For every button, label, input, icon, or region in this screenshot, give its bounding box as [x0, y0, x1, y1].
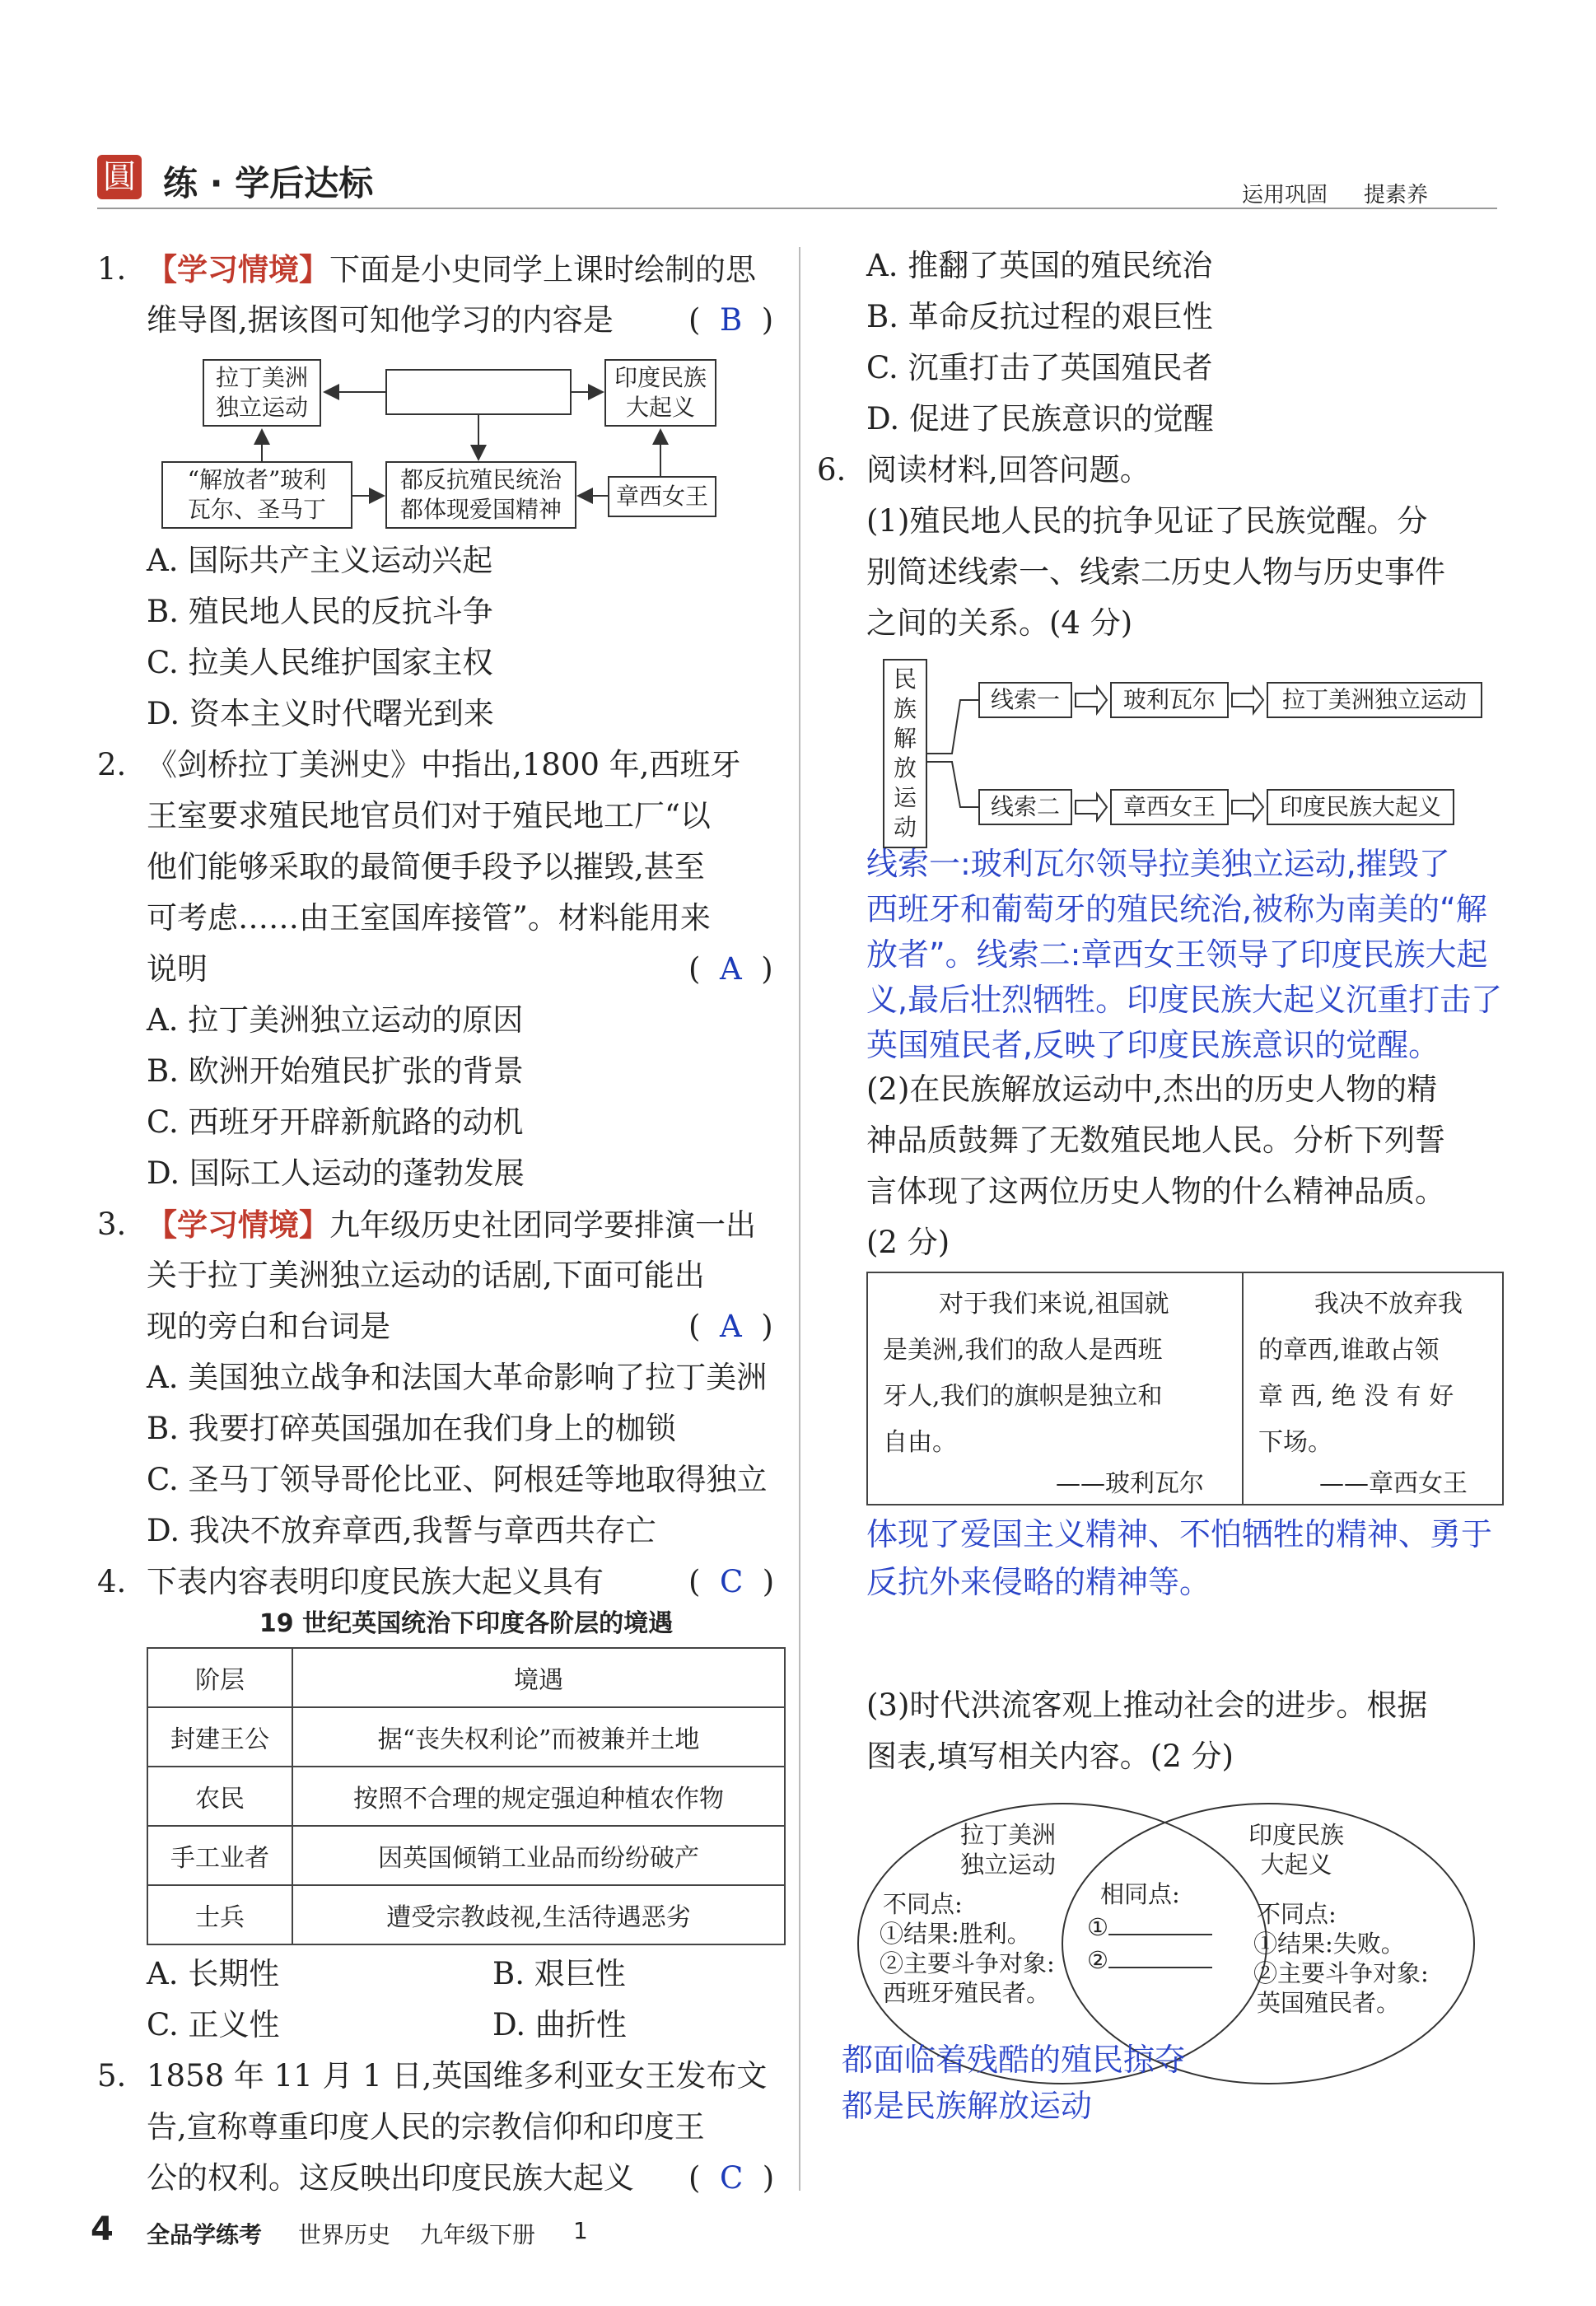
q1-stem-1: 下面是小史同学上课时绘制的思: [329, 252, 756, 287]
footer-num: 1: [573, 2217, 588, 2244]
q6-p3-line2: 图表,填写相关内容。(2 分): [866, 1739, 1234, 1774]
chart-clue1-event: 拉丁美洲独立运动: [1267, 682, 1482, 718]
q5-option-c: C. 沉重打击了英国殖民者: [866, 350, 1213, 385]
q1-tag: 【学习情境】: [147, 251, 329, 287]
q3-line2: 关于拉丁美洲独立运动的话剧,下面可能出: [147, 1258, 705, 1293]
venn-left-2: ①结果:胜利。: [880, 1920, 1031, 1948]
q3-option-b: B. 我要打碎英国强加在我们身上的枷锁: [147, 1411, 676, 1446]
q6-answer2-line1: 体现了爱国主义精神、不怕牺牲的精神、勇于: [866, 1516, 1493, 1552]
q6-p2-line2: 神品质鼓舞了无数殖民地人民。分析下列誓: [866, 1123, 1445, 1158]
q3-answer: ( A ): [688, 1309, 773, 1344]
chart-clue2-person: 章西女王: [1110, 789, 1229, 825]
chart-clue1-person: 玻利瓦尔: [1110, 682, 1229, 718]
q1-option-d: D. 资本主义时代曙光到来: [147, 696, 494, 731]
quote-divider: [1242, 1272, 1244, 1505]
q6-p1-line1: (1)殖民地人民的抗争见证了民族觉醒。分: [866, 503, 1428, 539]
q6-p2-line3: 言体现了这两位历史人物的什么精神品质。: [866, 1174, 1445, 1209]
q6-p1-line3: 之间的关系。(4 分): [866, 605, 1133, 641]
chart-connectors: [927, 675, 1273, 840]
map-liberators: “解放者”玻利 瓦尔、圣马丁: [161, 461, 352, 529]
footer-grade: 九年级下册: [420, 2221, 536, 2248]
q3-option-c: C. 圣马丁领导哥伦比亚、阿根廷等地取得独立: [147, 1462, 768, 1497]
q5-option-d: D. 促进了民族意识的觉醒: [866, 401, 1214, 436]
q6-answer1-line1: 线索一:玻利瓦尔领导拉美独立运动,摧毁了: [866, 846, 1450, 882]
footer-brand: 全品学练考: [147, 2221, 263, 2248]
page-number: 4: [91, 2210, 114, 2248]
venn-left-4: 西班牙殖民者。: [883, 1979, 1051, 2007]
q3-option-a: A. 美国独立战争和法国大革命影响了拉丁美洲: [147, 1360, 768, 1395]
footer-subject: 世界历史: [298, 2221, 391, 2248]
map-latin-america: 拉丁美洲 独立运动: [203, 359, 321, 427]
q4-table-title: 19 世纪英国统治下印度各阶层的境遇: [259, 1609, 674, 1638]
q4-answer-value: C: [719, 1564, 744, 1599]
q2-option-d: D. 国际工人运动的蓬勃发展: [147, 1155, 525, 1191]
q2-line3: 他们能够采取的最简便手段予以摧毁,甚至: [147, 849, 705, 885]
venn-mid-1: ①: [1087, 1912, 1212, 1942]
quote-right-4: 下场。: [1258, 1428, 1332, 1457]
q5-option-a: A. 推翻了英国的殖民统治: [866, 248, 1213, 283]
q1-line1: [147, 244, 756, 296]
q4-answer: ( C ): [688, 1564, 775, 1599]
header-rule: [97, 208, 1497, 209]
q1-answer: ( B ): [688, 302, 774, 338]
quote-right-by: ——章西女王: [1319, 1469, 1468, 1498]
q5-line2: 告,宣称尊重印度人民的宗教信仰和印度王: [147, 2109, 705, 2145]
chart-clue2-event: 印度民族大起义: [1267, 789, 1454, 825]
q5-answer: ( C ): [688, 2160, 775, 2196]
table-row: 农民 按照不合理的规定强迫种植农作物: [147, 1767, 785, 1826]
q2-option-a: A. 拉丁美洲独立运动的原因: [147, 1002, 524, 1038]
section-title: 练 · 学后达标: [163, 163, 374, 203]
q3-option-d: D. 我决不放弃章西,我誓与章西共存亡: [147, 1513, 656, 1548]
quote-left-3: 牙人,我们的旗帜是独立和: [883, 1382, 1163, 1411]
q1-answer-value: B: [719, 302, 743, 338]
q6-num: 6.: [817, 452, 847, 488]
q6-answer1-line2: 西班牙和葡萄牙的殖民统治,被称为南美的“解: [866, 891, 1487, 927]
q2-option-c: C. 西班牙开辟新航路的动机: [147, 1104, 524, 1140]
q6-answer2-line2: 反抗外来侵略的精神等。: [866, 1564, 1211, 1600]
map-queen: 章西女王: [608, 476, 716, 517]
q2-line2: 王室要求殖民地官员们对于殖民地工厂“以: [147, 798, 711, 833]
q4-option-d: D. 曲折性: [492, 2007, 627, 2042]
q2-line5: 说明: [147, 951, 208, 987]
header-right-a: 运用巩固: [1242, 183, 1328, 208]
quote-left-4: 自由。: [883, 1428, 957, 1457]
chart-clue2: 线索二: [978, 789, 1072, 825]
q2-option-b: B. 欧洲开始殖民扩张的背景: [147, 1053, 524, 1089]
q4-option-c: C. 正义性: [147, 2007, 280, 2042]
chart-root: 民 族 解 放 运 动: [883, 659, 927, 848]
q6-p2-line1: (2)在民族解放运动中,杰出的历史人物的精: [866, 1071, 1438, 1107]
venn-right-3: ②主要斗争对象:: [1253, 1959, 1429, 1987]
q4-table: [147, 1647, 786, 1945]
q1-num: 1.: [97, 251, 127, 287]
q5-line1: 1858 年 11 月 1 日,英国维多利亚女王发布文: [147, 2058, 768, 2094]
q6-p2-line4: (2 分): [866, 1225, 950, 1260]
q3-tag: 【学习情境】: [147, 1207, 329, 1243]
q2-num: 2.: [97, 747, 127, 782]
q2-line4: 可考虑……由王室国库接管”。材料能用来: [147, 900, 711, 936]
q6-answer3-line2: 都是民族解放运动: [842, 2088, 1093, 2124]
header-logo: 圓: [97, 155, 142, 199]
map-arrows: [156, 354, 733, 535]
q2-line1: 《剑桥拉丁美洲史》中指出,1800 年,西班牙: [147, 747, 741, 782]
q1-option-b: B. 殖民地人民的反抗斗争: [147, 594, 493, 629]
q6-p1-line2: 别简述线索一、线索二历史人物与历史事件: [866, 554, 1445, 590]
table-row: 士兵 遭受宗教歧视,生活待遇恶劣: [147, 1885, 785, 1944]
q1-line2: 维导图,据该图可知他学习的内容是: [147, 302, 614, 338]
venn-mid-2: ②: [1087, 1945, 1212, 1975]
q4-num: 4.: [97, 1564, 127, 1599]
q5-answer-value: C: [719, 2160, 744, 2196]
q3-line1: 【学习情境】九年级历史社团同学要排演一出: [147, 1207, 756, 1243]
quote-left-1: 对于我们来说,祖国就: [939, 1290, 1169, 1319]
table-row: 封建王公 据“丧失权利论”而被兼并土地: [147, 1707, 785, 1767]
venn-left-3: ②主要斗争对象:: [880, 1949, 1055, 1977]
q1-option-a: A. 国际共产主义运动兴起: [147, 543, 493, 578]
q5-line3: 公的权利。这反映出印度民族大起义: [147, 2160, 634, 2196]
q2-answer-value: A: [719, 951, 742, 987]
q4-line1: 下表内容表明印度民族大起义具有: [147, 1564, 604, 1599]
q6-answer3-line1: 都面临着残酷的殖民掠夺: [842, 2042, 1187, 2078]
q6-answer1-line5: 英国殖民者,反映了印度民族意识的觉醒。: [866, 1027, 1440, 1063]
q3-num: 3.: [97, 1207, 127, 1242]
q4-th-1: 境遇: [292, 1648, 785, 1707]
venn-right-1: 不同点:: [1257, 1900, 1337, 1928]
table-row: 手工业者 因英国倾销工业品而纷纷破产: [147, 1826, 785, 1885]
quote-right-2: 的章西,谁敢占领: [1258, 1336, 1440, 1365]
q5-num: 5.: [97, 2058, 127, 2094]
q3-line3: 现的旁白和台词是: [147, 1309, 390, 1344]
q6-answer1-line3: 放者”。线索二:章西女王领导了印度民族大起: [866, 936, 1488, 973]
q4-option-a: A. 长期性: [147, 1956, 280, 1991]
q5-option-b: B. 革命反抗过程的艰巨性: [866, 299, 1213, 334]
q4-option-b: B. 艰巨性: [492, 1956, 626, 1991]
q3-answer-value: A: [719, 1309, 742, 1344]
q1-option-c: C. 拉美人民维护国家主权: [147, 645, 493, 680]
venn-left-title: 拉丁美洲 独立运动: [960, 1821, 1057, 1879]
q4-th-0: 阶层: [147, 1648, 292, 1707]
venn-right-title: 印度民族 大起义: [1248, 1821, 1345, 1879]
q2-answer: ( A ): [688, 951, 773, 987]
column-divider: [799, 247, 800, 2191]
quote-left-by: ——玻利瓦尔: [1056, 1469, 1204, 1498]
venn-mid-title: 相同点:: [1100, 1880, 1180, 1908]
q6-stem: 阅读材料,回答问题。: [866, 452, 1150, 488]
quote-left-2: 是美洲,我们的敌人是西班: [883, 1336, 1163, 1365]
header-right-b: 提素养: [1364, 183, 1429, 208]
map-common: 都反抗殖民统治 都体现爱国精神: [385, 461, 576, 529]
q6-answer1-line4: 义,最后壮烈牺牲。印度民族大起义沉重打击了: [866, 982, 1503, 1018]
q6-p3-line1: (3)时代洪流客观上推动社会的进步。根据: [866, 1687, 1428, 1723]
venn-left-1: 不同点:: [883, 1890, 963, 1918]
venn-right-2: ①结果:失败。: [1253, 1930, 1405, 1958]
quote-right-3: 章 西, 绝 没 有 好: [1258, 1382, 1454, 1411]
map-india: 印度民族 大起义: [604, 359, 716, 427]
chart-clue1: 线索一: [978, 682, 1072, 718]
quote-right-1: 我决不放弃我: [1314, 1290, 1463, 1319]
venn-right-4: 英国殖民者。: [1257, 1989, 1401, 2017]
